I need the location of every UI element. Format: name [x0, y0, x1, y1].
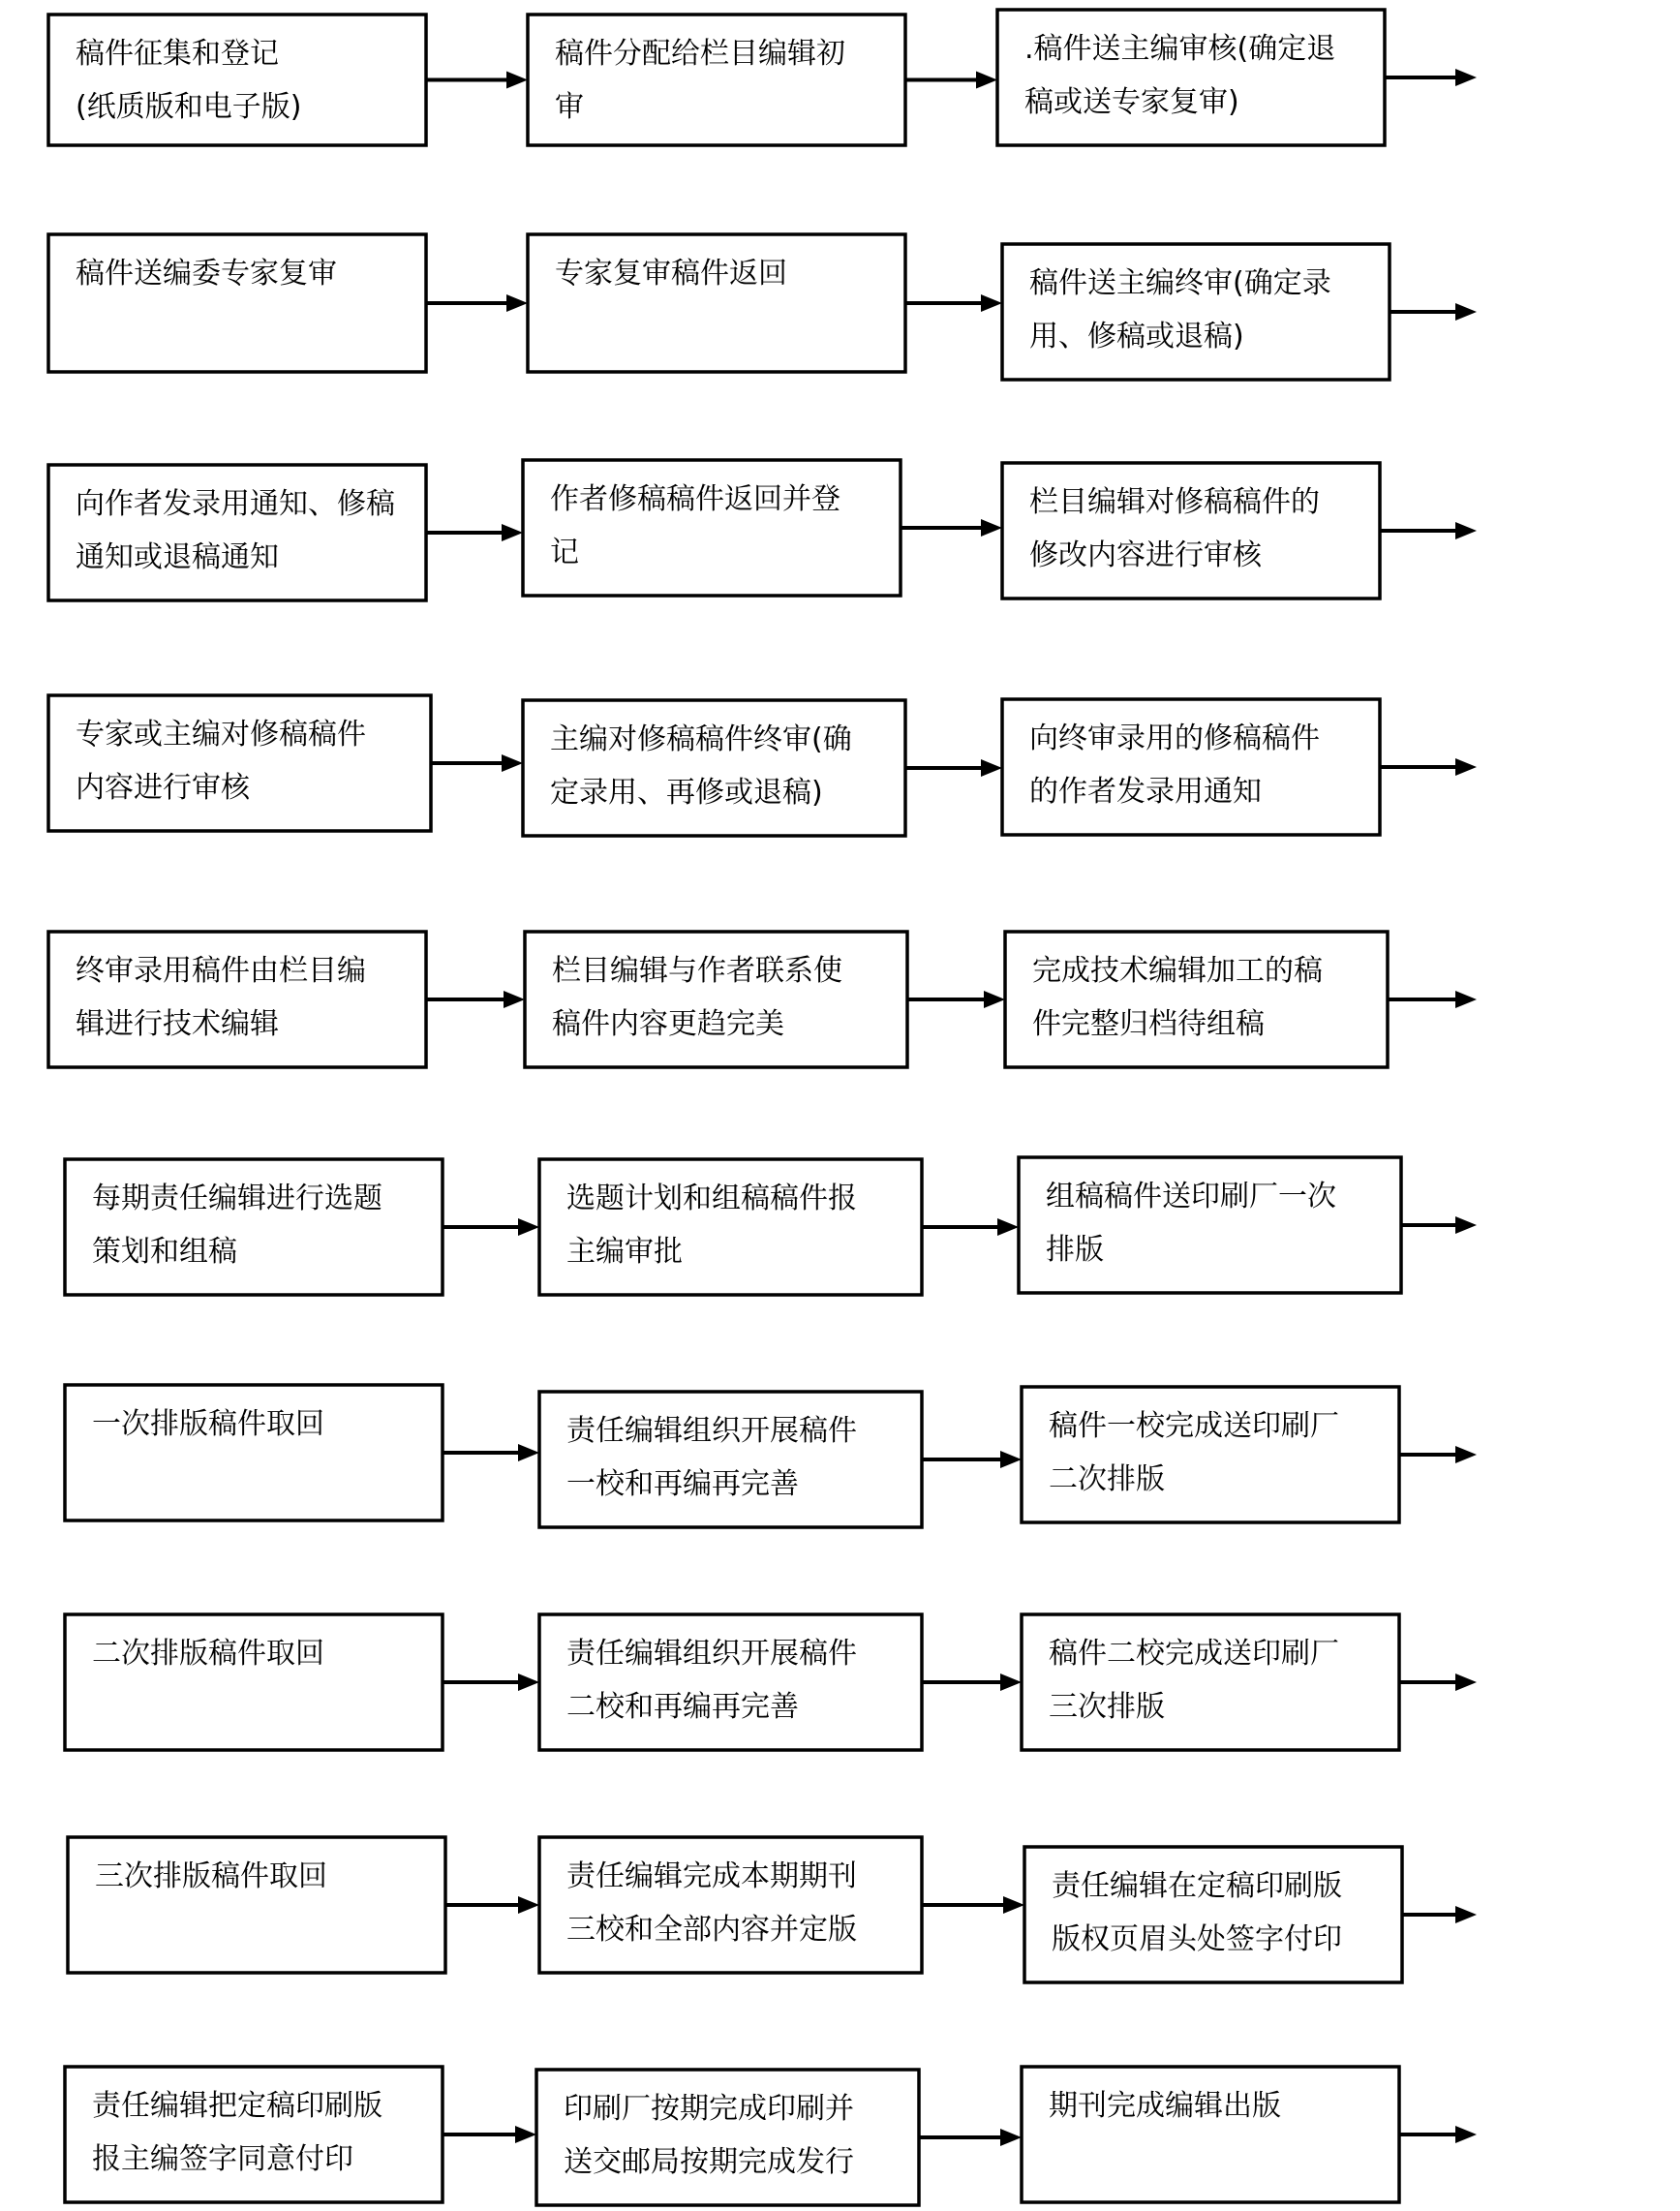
- flow-arrow-r10-3: [1399, 2126, 1477, 2143]
- step-text-line: 向终审录用的修稿稿件: [1029, 722, 1320, 755]
- flow-arrow-r7-1-head: [518, 1444, 539, 1461]
- flow-arrow-r8-3: [1399, 1674, 1477, 1691]
- flow-arrow-r7-1: [443, 1444, 539, 1461]
- step-text-line: 印刷厂按期完成印刷并: [564, 2092, 854, 2126]
- step-box-r3-c3: [1002, 463, 1380, 599]
- step-box-r5-c2: [525, 932, 907, 1067]
- step-box-border: [48, 465, 426, 600]
- step-box-border: [65, 1385, 443, 1520]
- step-text-line: 二校和再编再完善: [566, 1690, 799, 1724]
- step-box-r9-c1: [68, 1837, 445, 1973]
- step-box-border: [1024, 1847, 1402, 1982]
- step-text-line: 专家复审稿件返回: [555, 257, 787, 291]
- step-text-line: 稿件分配给栏目编辑初: [555, 37, 845, 71]
- step-text-line: .稿件送主编审核(确定退: [1024, 32, 1336, 66]
- step-box-border: [1022, 2067, 1399, 2202]
- step-text-line: 期刊完成编辑出版: [1049, 2089, 1281, 2123]
- step-box-border: [1019, 1157, 1401, 1293]
- step-box-border: [1002, 244, 1390, 380]
- step-text-line: 选题计划和组稿稿件报: [566, 1182, 857, 1215]
- step-box-border: [48, 932, 426, 1067]
- step-box-r1-c3: [997, 10, 1385, 145]
- flow-arrow-r8-2-head: [1000, 1674, 1022, 1691]
- step-box-border: [1022, 1387, 1399, 1522]
- step-text-line: 责任编辑把定稿印刷版: [92, 2089, 382, 2123]
- step-text-line: 作者修稿稿件返回并登: [550, 482, 840, 516]
- step-text-line: 稿件送主编终审(确定录: [1029, 266, 1331, 300]
- step-box-r2-c3: [1002, 244, 1390, 380]
- flow-arrow-r6-2: [922, 1218, 1019, 1236]
- flow-arrow-r6-2-head: [997, 1218, 1019, 1236]
- step-text-line: 三次排版稿件取回: [95, 1859, 327, 1893]
- step-text-line: 责任编辑组织开展稿件: [566, 1637, 857, 1671]
- step-text-line: 一校和再编再完善: [566, 1467, 799, 1501]
- step-box-r10-c3: [1022, 2067, 1399, 2202]
- flow-arrow-r10-1-head: [515, 2126, 536, 2143]
- step-text-line: 一次排版稿件取回: [92, 1407, 324, 1441]
- flow-arrow-r6-3-head: [1455, 1216, 1477, 1234]
- step-text-line: 修改内容进行审核: [1029, 538, 1262, 572]
- step-text-line: 终审录用稿件由栏目编: [76, 954, 366, 988]
- step-box-border: [528, 15, 905, 145]
- step-text-line: 报主编签字同意付印: [92, 2142, 353, 2176]
- step-text-line: 排版: [1046, 1233, 1104, 1267]
- step-text-line: 责任编辑完成本期期刊: [566, 1859, 857, 1893]
- step-text-line: 稿件二校完成送印刷厂: [1049, 1637, 1339, 1671]
- step-box-border: [523, 460, 901, 596]
- flow-arrow-r10-2-head: [1000, 2129, 1022, 2146]
- step-text-line: 定录用、再修或退稿): [550, 776, 823, 810]
- flow-arrow-r8-3-head: [1455, 1674, 1477, 1691]
- step-text-line: 主编审批: [566, 1235, 683, 1269]
- step-text-line: 稿件一校完成送印刷厂: [1049, 1409, 1339, 1443]
- flow-arrow-r9-3: [1402, 1906, 1477, 1923]
- step-box-r10-c1: [65, 2067, 443, 2202]
- step-box-border: [1022, 1614, 1399, 1750]
- flow-arrow-r1-3: [1385, 69, 1477, 86]
- flow-arrow-r2-2-head: [981, 294, 1002, 312]
- step-box-r7-c2: [539, 1392, 922, 1527]
- step-box-r8-c1: [65, 1614, 443, 1750]
- flow-arrow-r7-3: [1399, 1446, 1477, 1463]
- step-box-r2-c1: [48, 234, 426, 372]
- flow-arrow-r9-2-head: [1003, 1896, 1024, 1914]
- step-text-line: 稿件征集和登记: [76, 37, 279, 71]
- flow-arrow-r9-1-head: [518, 1896, 539, 1914]
- step-box-border: [525, 932, 907, 1067]
- step-text-line: 稿或送专家复审): [1024, 85, 1239, 119]
- flow-arrow-r9-2: [922, 1896, 1024, 1914]
- step-text-line: 组稿稿件送印刷厂一次: [1046, 1180, 1336, 1213]
- step-box-r7-c3: [1022, 1387, 1399, 1522]
- step-text-line: 完成技术编辑加工的稿: [1032, 954, 1323, 988]
- flow-arrow-r3-3: [1380, 522, 1477, 539]
- step-box-border: [536, 2070, 919, 2205]
- step-box-r4-c3: [1002, 699, 1380, 835]
- step-text-line: 内容进行审核: [76, 771, 250, 805]
- flow-arrow-r7-2-head: [1000, 1451, 1022, 1468]
- flow-arrow-r8-1-head: [518, 1674, 539, 1691]
- flow-arrow-r2-1-head: [506, 294, 528, 312]
- step-box-border: [1002, 699, 1380, 835]
- flow-arrow-r1-3-head: [1455, 69, 1477, 86]
- flow-arrow-r1-2-head: [976, 72, 997, 89]
- flow-arrow-r2-2: [905, 294, 1002, 312]
- step-text-line: 策划和组稿: [92, 1235, 237, 1269]
- flow-arrow-r4-3-head: [1455, 758, 1477, 776]
- step-text-line: 稿件内容更趋完美: [552, 1007, 784, 1041]
- step-box-r6-c3: [1019, 1157, 1401, 1293]
- step-text-line: 专家或主编对修稿稿件: [76, 718, 366, 752]
- step-text-line: 送交邮局按期完成发行: [564, 2145, 854, 2179]
- flow-arrow-r3-3-head: [1455, 522, 1477, 539]
- flow-arrow-r1-2: [905, 72, 997, 89]
- step-text-line: 审: [555, 90, 584, 124]
- step-box-border: [539, 1614, 922, 1750]
- step-box-r9-c3: [1024, 1847, 1402, 1982]
- step-text-line: 通知或退稿通知: [76, 540, 279, 574]
- flow-arrow-r5-2: [907, 991, 1005, 1008]
- flow-arrow-r7-3-head: [1455, 1446, 1477, 1463]
- step-box-border: [528, 234, 905, 372]
- step-box-r2-c2: [528, 234, 905, 372]
- flow-arrow-r3-2: [901, 519, 1002, 537]
- step-box-r3-c2: [523, 460, 901, 596]
- step-box-border: [997, 10, 1385, 145]
- step-box-r7-c1: [65, 1385, 443, 1520]
- flow-arrow-r4-2: [905, 759, 1002, 777]
- flow-arrow-r9-1: [445, 1896, 539, 1914]
- flow-arrow-r5-3: [1388, 991, 1477, 1008]
- flow-arrow-r10-3-head: [1455, 2126, 1477, 2143]
- step-text-line: 版权页眉头处签字付印: [1052, 1922, 1342, 1956]
- flow-arrow-r6-3: [1401, 1216, 1477, 1234]
- flow-arrow-r3-1-head: [502, 524, 523, 541]
- flow-arrow-r1-1: [426, 72, 528, 89]
- flow-arrow-r6-1: [443, 1218, 539, 1236]
- step-box-r1-c2: [528, 15, 905, 145]
- step-box-border: [1002, 463, 1380, 599]
- step-text-line: 用、修稿或退稿): [1029, 320, 1244, 353]
- step-text-line: 责任编辑组织开展稿件: [566, 1414, 857, 1448]
- flow-arrow-r3-1: [426, 524, 523, 541]
- step-box-r3-c1: [48, 465, 426, 600]
- step-text-line: (纸质版和电子版): [76, 90, 302, 124]
- step-box-border: [48, 15, 426, 145]
- step-box-border: [523, 700, 905, 836]
- step-text-line: 二次排版稿件取回: [92, 1637, 324, 1671]
- step-text-line: 栏目编辑与作者联系使: [552, 954, 842, 988]
- step-box-r5-c1: [48, 932, 426, 1067]
- step-text-line: 辑进行技术编辑: [76, 1007, 279, 1041]
- step-box-border: [539, 1392, 922, 1527]
- flow-arrow-r4-1-head: [502, 754, 523, 772]
- step-text-line: 二次排版: [1049, 1462, 1165, 1496]
- flow-arrow-r10-2: [919, 2129, 1022, 2146]
- step-text-line: 稿件送编委专家复审: [76, 257, 337, 291]
- flow-arrow-r9-3-head: [1455, 1906, 1477, 1923]
- flow-arrow-r10-1: [443, 2126, 536, 2143]
- step-box-r4-c1: [48, 695, 431, 831]
- step-box-r8-c2: [539, 1614, 922, 1750]
- flow-arrow-r4-1: [431, 754, 523, 772]
- step-box-border: [48, 234, 426, 372]
- step-box-border: [65, 1614, 443, 1750]
- flow-arrow-r4-3: [1380, 758, 1477, 776]
- step-text-line: 主编对修稿稿件终审(确: [550, 722, 852, 756]
- process-steps: [48, 10, 1402, 2205]
- step-box-border: [539, 1159, 922, 1295]
- step-box-border: [1005, 932, 1388, 1067]
- flow-arrow-r2-3: [1390, 303, 1477, 321]
- step-text-line: 的作者发录用通知: [1029, 775, 1262, 809]
- flow-arrow-r8-1: [443, 1674, 539, 1691]
- step-text-line: 向作者发录用通知、修稿: [76, 487, 395, 521]
- step-box-border: [65, 1159, 443, 1295]
- flow-arrow-r1-1-head: [506, 72, 528, 89]
- step-text-line: 责任编辑在定稿印刷版: [1052, 1869, 1342, 1903]
- step-box-r8-c3: [1022, 1614, 1399, 1750]
- flow-arrow-r8-2: [922, 1674, 1022, 1691]
- step-box-r4-c2: [523, 700, 905, 836]
- step-box-border: [65, 2067, 443, 2202]
- flow-arrow-r2-1: [426, 294, 528, 312]
- step-text-line: 栏目编辑对修稿稿件的: [1029, 485, 1320, 519]
- flow-arrow-r4-2-head: [981, 759, 1002, 777]
- step-box-r1-c1: [48, 15, 426, 145]
- step-text-line: 记: [550, 536, 579, 569]
- step-text-line: 件完整归档待组稿: [1032, 1007, 1265, 1041]
- flow-arrow-r5-1-head: [504, 991, 525, 1008]
- flow-arrow-r7-2: [922, 1451, 1022, 1468]
- step-box-r5-c3: [1005, 932, 1388, 1067]
- step-box-border: [48, 695, 431, 831]
- step-box-r10-c2: [536, 2070, 919, 2205]
- flow-arrow-r2-3-head: [1455, 303, 1477, 321]
- step-box-border: [68, 1837, 445, 1973]
- step-text-line: 三次排版: [1049, 1690, 1165, 1724]
- step-box-r6-c1: [65, 1159, 443, 1295]
- flow-arrow-r5-2-head: [984, 991, 1005, 1008]
- step-box-border: [539, 1837, 922, 1973]
- step-box-r6-c2: [539, 1159, 922, 1295]
- flow-arrow-r6-1-head: [518, 1218, 539, 1236]
- flow-arrow-r3-2-head: [981, 519, 1002, 537]
- step-text-line: 三校和全部内容并定版: [566, 1913, 857, 1947]
- step-box-r9-c2: [539, 1837, 922, 1973]
- flow-arrow-r5-1: [426, 991, 525, 1008]
- step-text-line: 每期责任编辑进行选题: [92, 1182, 382, 1215]
- flow-arrow-r5-3-head: [1455, 991, 1477, 1008]
